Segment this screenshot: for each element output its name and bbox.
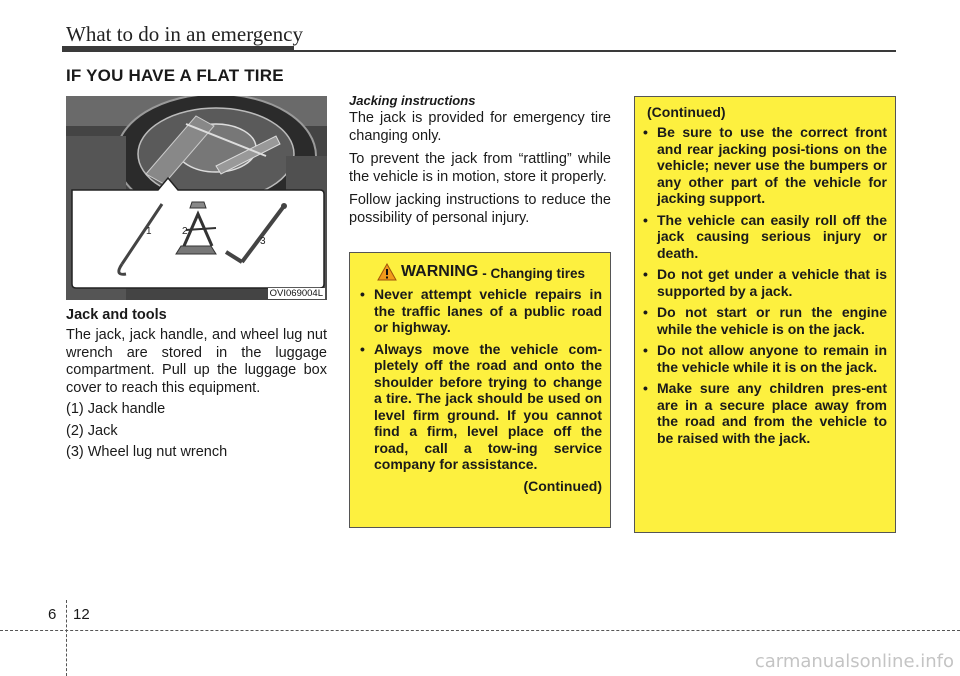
- continued-label: (Continued): [523, 477, 602, 494]
- jacking-instructions-heading: Jacking instructions: [349, 93, 476, 108]
- watermark: carmanualsonline.info: [754, 651, 954, 672]
- tool-item: (3) Wheel lug nut wrench: [66, 444, 228, 460]
- middle-column: [349, 93, 611, 233]
- warning-bullet: • Make sure any children pres-ent are in a secure place away from the road and from the vehicle to be raised with the jack.: [643, 380, 887, 446]
- luggage-compartment-illustration: [66, 96, 327, 300]
- jacking-paragraph: To prevent the jack from “rattling” while the vehicle is in motion, store it properly.: [349, 151, 611, 185]
- warning-bullet: • The vehicle can easily roll off the jack causing serious injury or death.: [643, 212, 887, 262]
- jack-tools-heading: Jack and tools: [66, 307, 167, 323]
- warning-continued-box: [634, 96, 896, 533]
- continued-heading: (Continued): [647, 104, 726, 120]
- jack-tools-body: The jack, jack handle, and wheel lug nut wrench are stored in the luggage compartment. Pull up the luggage box cover to reach this equipment.: [66, 327, 327, 396]
- section-title: IF YOU HAVE A FLAT TIRE: [66, 66, 284, 85]
- warning-bullet: • Do not start or run the engine while the vehicle is on the jack.: [643, 304, 887, 337]
- warning-title-row: [360, 263, 602, 281]
- warning-bullet: • Always move the vehicle com-pletely off the road and onto the shoulder before trying to change a tire. The jack should be used on level firm ground. If you cannot find a firm, level place off the road, call a tow-ing service company for assistance.: [360, 341, 602, 473]
- figure-code: OVI069004L: [269, 288, 323, 299]
- tool-item: (1) Jack handle: [66, 401, 166, 417]
- jacking-paragraph: The jack is provided for emergency tire changing only.: [349, 110, 611, 144]
- jacking-paragraph: Follow jacking instructions to reduce the possibility of personal injury.: [349, 192, 611, 226]
- page-number: 12: [73, 606, 90, 623]
- warning-bullet: • Do not get under a vehicle that is supported by a jack.: [643, 266, 887, 299]
- warning-triangle-icon: [377, 263, 397, 281]
- section-number: 6: [48, 606, 57, 623]
- warning-box: [349, 252, 611, 528]
- callout-2: 2: [182, 226, 188, 237]
- warning-bullet: • Never attempt vehicle repairs in the traffic lanes of a public road or highway.: [360, 286, 602, 336]
- footer-rule: [0, 630, 960, 631]
- warning-bullet: • Do not allow anyone to remain in the vehicle while it is on the jack.: [643, 342, 887, 375]
- callout-3: 3: [260, 236, 266, 247]
- tool-item: (2) Jack: [66, 422, 118, 439]
- left-column: [66, 307, 327, 462]
- warning-subtitle: - Changing tires: [482, 266, 586, 281]
- header-title: What to do in an emergency: [66, 22, 303, 46]
- callout-1: 1: [146, 226, 152, 237]
- jack-tools-figure: [66, 96, 327, 300]
- warning-title: WARNING: [400, 263, 479, 280]
- warning-bullet: • Be sure to use the correct front and rear jacking posi-tions on the vehicle; never use the bumpers or any other part of the vehicle for jacking support.: [643, 124, 887, 207]
- header-rule: [62, 50, 896, 52]
- footer-divider: [66, 600, 67, 676]
